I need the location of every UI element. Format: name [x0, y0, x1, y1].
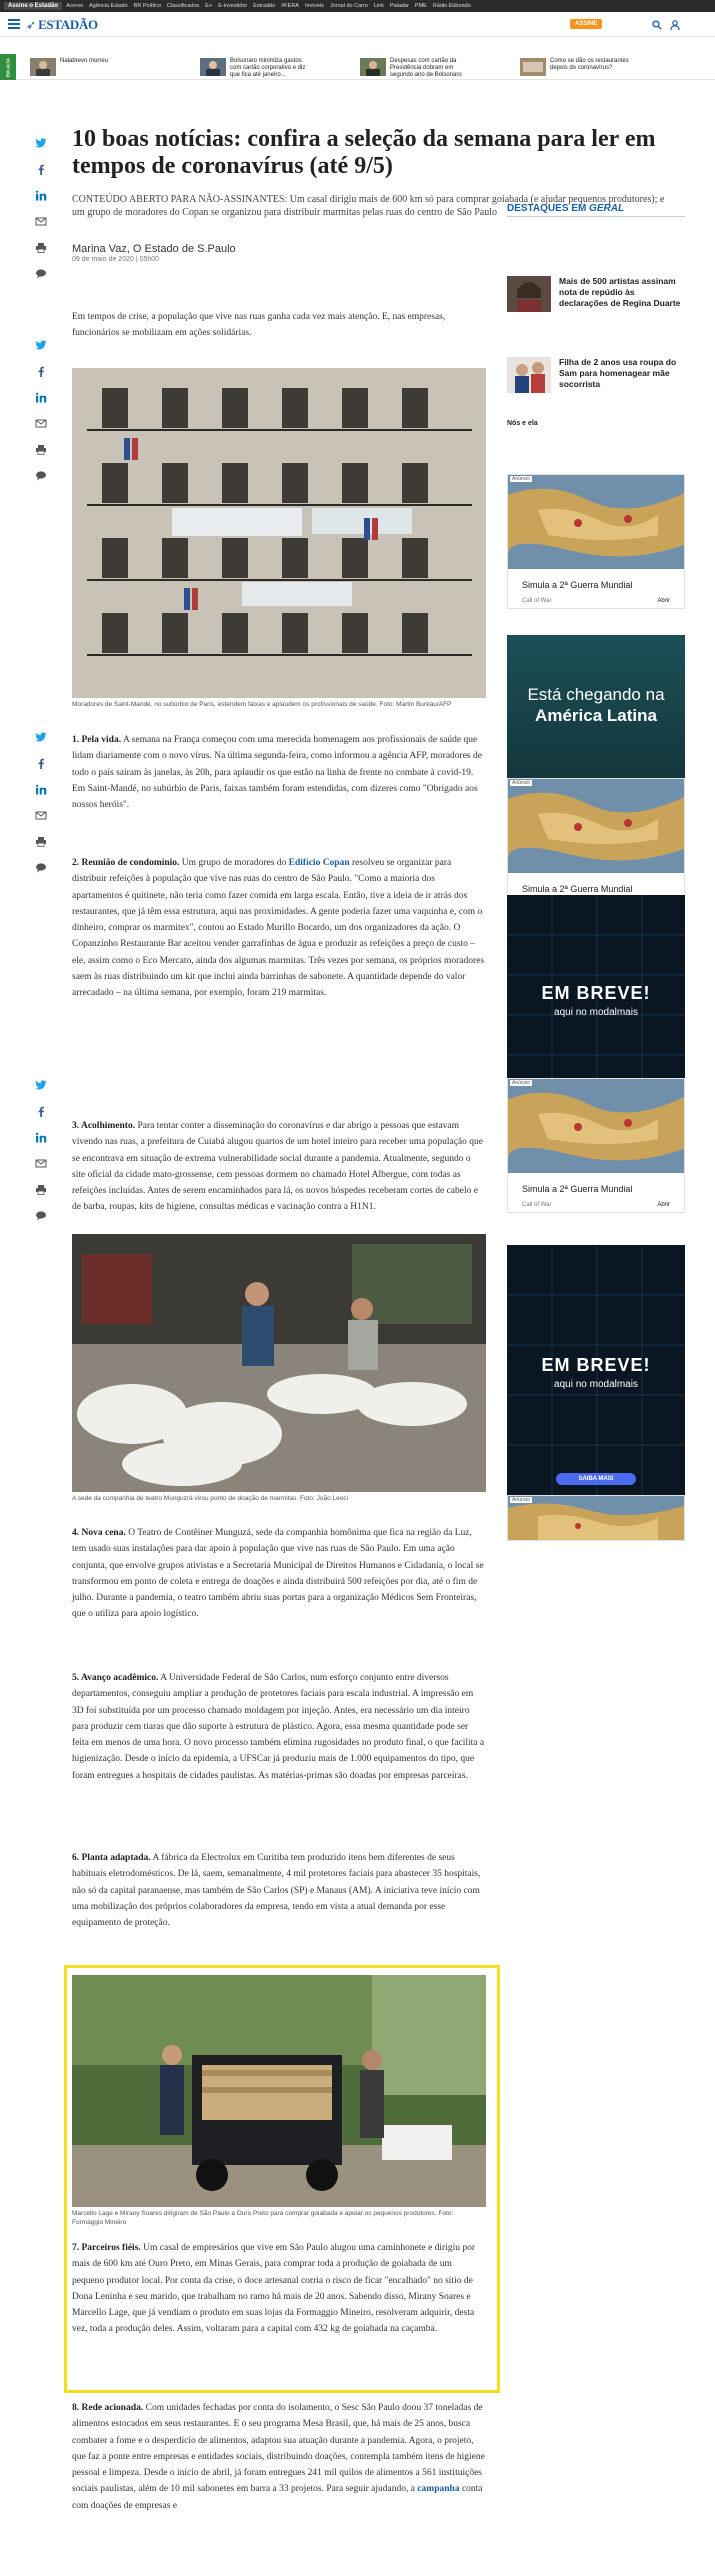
ticker-item[interactable]	[520, 58, 630, 76]
paragraph-lead: 6. Planta adaptada.	[72, 1853, 151, 1863]
comments-icon[interactable]	[35, 862, 47, 873]
linkedin-icon[interactable]	[35, 784, 47, 795]
paragraph-lead: 1. Pela vida.	[72, 735, 122, 745]
share-bar	[32, 1080, 50, 1236]
network-link[interactable]: #FERA	[281, 3, 299, 9]
email-icon[interactable]	[35, 810, 47, 821]
user-icon[interactable]	[670, 20, 680, 30]
facebook-icon[interactable]	[35, 366, 47, 377]
ticker-item[interactable]	[200, 58, 310, 76]
article-photo-goiabada	[72, 1975, 486, 2207]
divider	[507, 216, 685, 217]
facebook-icon[interactable]	[35, 164, 47, 175]
facebook-icon[interactable]	[35, 758, 47, 769]
ticker-thumbnail	[360, 58, 386, 76]
site-logo[interactable]	[26, 17, 98, 33]
ad-source: Call of War	[522, 1202, 552, 1208]
network-link[interactable]: Rádio Eldorado	[432, 3, 471, 9]
ad-card[interactable]	[507, 1078, 685, 1213]
promo-line1: Está chegando na	[527, 685, 665, 704]
saiba-mais-button[interactable]: SAIBA MAIS	[556, 1473, 636, 1485]
copan-link[interactable]: Edifício Copan	[288, 858, 350, 868]
ticker-item[interactable]	[360, 58, 470, 76]
article-paragraph	[72, 1670, 486, 1784]
linkedin-icon[interactable]	[35, 190, 47, 201]
photo-caption: Moradores de Saint-Mandé, no subúrbio de Paris, estendem faixas e aplaudem os profissionais de saúde. Foto: Martin Bureau/AFP	[72, 701, 452, 708]
comments-icon[interactable]	[35, 268, 47, 279]
ad-card[interactable]	[507, 474, 685, 609]
promo-line2: América Latina	[535, 706, 657, 725]
ticker-text: Bolsonaro minimiza gastos com cartão corporativo e diz que fica até janeiro...	[230, 58, 306, 78]
paragraph-text: Para tentar conter a disseminação do coronavírus e dar abrigo a pessoas que estavam vivendo nas ruas, a prefeitura de Cuiabá alugou quartos de um hotel inteiro para receber uma população que se encontrava em situação de extrema vulnerabilidade social durante a pandemia. Atualmente, segundo o site oficial da cidade mato-grossense, cem pessoas dormem no chamado Hotel Albergue, com todas as refeições incluídas. Antes de serem encaminhados para lá, os novos hóspedes receberam cortes de cabelo e de barba, roupas, kits de higiene, consultas médicas e vacinação contra a H1N1.	[72, 1121, 483, 1213]
paragraph-lead: 2. Reunião de condomínio.	[72, 858, 180, 868]
article-paragraph	[72, 2240, 486, 2338]
ticker-thumbnail	[520, 58, 546, 76]
ad-map-image	[508, 1496, 684, 1541]
promo-banner[interactable]	[507, 895, 685, 1095]
network-link[interactable]: E-investidor	[218, 3, 248, 9]
network-link[interactable]: Classificados	[166, 3, 200, 9]
share-bar	[32, 138, 50, 294]
site-header	[0, 12, 715, 37]
promo-line1: EM BREVE!	[541, 983, 651, 1003]
network-link[interactable]: Acervo	[66, 3, 84, 9]
ticker-text: Nalabrevo morreu	[60, 58, 109, 64]
sidebar-news-item[interactable]	[507, 357, 685, 393]
paragraph-text: conta com doações de empresas e	[72, 2484, 483, 2511]
paragraph-lead: 8. Rede acionada.	[72, 2403, 144, 2413]
ad-title: Simula a 2ª Guerra Mundial	[522, 580, 633, 590]
email-icon[interactable]	[35, 216, 47, 227]
ad-footer	[508, 596, 684, 608]
paragraph-text: Um grupo de moradores do	[179, 858, 289, 868]
sidebar-news-title: Filha de 2 anos usa roupa do Sam para homenagear mãe socorrista	[559, 357, 677, 389]
ad-card[interactable]	[507, 778, 685, 913]
paragraph-lead: 4. Nova cena.	[72, 1528, 126, 1538]
logo-mark-icon: ➶	[26, 18, 37, 32]
paragraph-lead: 5. Avanço acadêmico.	[72, 1673, 159, 1683]
facebook-icon[interactable]	[35, 1106, 47, 1117]
article-paragraph	[72, 1118, 486, 1216]
network-link[interactable]: BR Político	[133, 3, 161, 9]
comments-icon[interactable]	[35, 470, 47, 481]
paragraph-text: A fábrica da Electrolux em Curitiba tem produzido itens bem diferentes de seus habituais eletrodomésticos. De lá, saem, semanalmente, 4 mil protetores faciais para abastecer 35 hospitais, não só da capital paranaense, mas também de São Carlos (SP) e Manaus (AM). A iniciativa teve início com uma mobilização dos próprios colaboradores da empresa, tendo em vista a atual demanda por esse equipamento de proteção.	[72, 1853, 481, 1929]
print-icon[interactable]	[35, 242, 47, 253]
sidebar-title-section[interactable]: GERAL	[589, 203, 625, 214]
sidebar-title	[507, 203, 624, 214]
network-link[interactable]: Estradão	[253, 3, 276, 9]
article-paragraph	[72, 855, 486, 1002]
ad-map-image	[508, 475, 684, 569]
paragraph-lead: 3. Acolhimento.	[72, 1121, 136, 1131]
paragraph-lead: 7. Parceiros fiéis.	[72, 2243, 141, 2253]
print-icon[interactable]	[35, 444, 47, 455]
paragraph-text: A Universidade Federal de São Carlos, num esforço conjunto entre diversos departamentos, conseguiu ampliar a produção de protetores faciais para escala industrial. A impressão em 3D foi substituída por um processo chamado moldagem por injeção. Antes, era necessário um dia inteiro para produzir cem tiaras que dão suporte à estrutura de plástico. Agora, essa mesma quantidade pode ser feita em menos de uma hora. O novo processo também elimina rugosidades no produto final, o que facilita a higienização. Desde o início da epidemia, a UFSCar já produziu mais de 1.000 equipamentos do tipo, que foram entregues a hospitais de cidades paulistas. As matérias-primas são doadas por empresas parceiras.	[72, 1673, 485, 1781]
paragraph-text: A semana na França começou com uma merecida homenagem aos profissionais de saúde que lidam diariamente com o novo vírus. Na última segunda-feira, como informou a agência AFP, moradores de todo o país saíram às janelas, às 20h, para aplaudir os que estão na linha de frente no combate à covid-19. Em Saint-Mandé, no subúrbio de Paris, faixas também foram estendidas, com dizeres como "Obrigado aos nossos heróis".	[72, 735, 482, 811]
network-link[interactable]: Jornal do Carro	[329, 3, 368, 9]
photo-caption: A sede da companhia de teatro Munguzrá virou ponto de doação de marmitas. Foto: João Leoci	[72, 1495, 349, 1502]
ad-label: Anúncio	[512, 1497, 531, 1503]
print-icon[interactable]	[35, 1184, 47, 1195]
ad-title: Simula a 2ª Guerra Mundial	[522, 1184, 633, 1194]
trending-ticker	[0, 38, 715, 80]
article-paragraph	[72, 2400, 486, 2514]
sidebar-title-prefix: DESTAQUES EM	[507, 203, 590, 214]
search-icon[interactable]	[652, 20, 662, 30]
twitter-icon[interactable]	[35, 340, 47, 351]
article-paragraph	[72, 1525, 486, 1623]
ad-label: Anúncio	[512, 476, 531, 482]
print-icon[interactable]	[35, 836, 47, 847]
ad-title: Simula a 2ª Guerra Mundial	[522, 884, 633, 894]
logo-text: ESTADÃO	[38, 17, 98, 32]
article-headline: 10 boas notícias: confira a seleção da semana para ler em tempos de coronavírus (até 9/5)	[72, 126, 656, 179]
linkedin-icon[interactable]	[35, 392, 47, 403]
network-link[interactable]: PME	[414, 3, 427, 9]
promo-line2: aqui no modalmais	[554, 1007, 638, 1018]
article-intro: Em tempos de crise, a população que vive nas ruas ganha cada vez mais atenção. E, nas empresas, funcionários se mobilizam em ações solidárias.	[72, 312, 446, 339]
promo-line2: aqui no modalmais	[554, 1379, 638, 1390]
comments-icon[interactable]	[35, 1210, 47, 1221]
linkedin-icon[interactable]	[35, 1132, 47, 1143]
publish-date: 09 de maio de 2020 | 05h00	[72, 256, 160, 263]
news-thumbnail	[507, 276, 551, 312]
article-photo-marmitas	[72, 1234, 486, 1492]
trending-tag: EM ALTA	[0, 54, 16, 80]
network-bar	[0, 0, 715, 12]
photo-caption: Marcello Lage e Mirany Soares dirigiram de São Paulo a Ouro Preto para comprar goiabada e apoiar os pequenos produtores. Foto: Formaggio Mineiro	[72, 2210, 454, 2226]
subscribe-link[interactable]: Assine o Estadão	[4, 2, 62, 10]
share-bar	[32, 732, 50, 888]
promo-banner[interactable]	[507, 1245, 685, 1495]
ad-map-image	[508, 1079, 684, 1173]
email-icon[interactable]	[35, 418, 47, 429]
ad-map-image	[508, 779, 684, 873]
ad-open-button[interactable]: Abrir	[657, 598, 670, 604]
ad-card[interactable]	[507, 1495, 685, 1541]
article-subhead: CONTEÚDO ABERTO PARA NÃO-ASSINANTES: Um casal dirigiu mais de 600 km só para comprar goiabada (e ajudar pequenos produtores); e um grupo de moradores do Copan se organizou para distribuir marmitas pelas ruas do centro de São Paulo	[72, 194, 665, 218]
assine-button[interactable]: ASSINE	[570, 19, 602, 29]
paragraph-text: Com unidades fechadas por conta do isolamento, o Sesc São Paulo doou 37 toneladas de alimentos estocados em seus restaurantes. E o seu programa Mesa Brasil, que, há mais de 25 anos, busca combater a fome e o desperdício de alimentos, adaptou sua atuação durante a pandemia. Agora, o projeto, que faz a ponte entre empresas e entidades sociais, distribuindo doações, contempla também itens de higiene pessoal e limpeza. Desde o início de abril, já foram entregues 241 mil quilos de alimentos a 561 instituições sociais paulistas, além de 10 mil sabonetes em barra a 33 projetos. Para seguir ajudando, a	[72, 2403, 485, 2495]
ad-label: Anúncio	[512, 1080, 531, 1086]
article-paragraph	[72, 732, 486, 813]
paragraph-text: Um casal de empresários que vive em São Paulo alugou uma caminhonete e dirigiu por mais de 600 km até Ouro Preto, em Minas Gerais, para comprar toda a produção de goiabada de um pequeno produtor local. Por conta da crise, o doce artesanal corria o risco de ficar "encalhado" no sítio de Dona Leninha e seu marido, que trabalham no ramo há mais de 20 anos. Sabendo disso, Mirany Soares e Marcello Lage, que já vendiam o produto em suas lojas da Formaggio Mineiro, resolveram adquirir, desta vez, toda a produção deles. Assim, voltaram para a capital com 432 kg de goiabada na caçamba.	[72, 2243, 476, 2335]
network-link[interactable]: Agência Estado	[89, 3, 128, 9]
sidebar-news-item[interactable]	[507, 276, 685, 312]
sidebar-news-title: Mais de 500 artistas assinam nota de repúdio às declarações de Regina Duarte	[559, 276, 681, 308]
ad-source: Call of War	[522, 598, 552, 604]
ticker-thumbnail	[30, 58, 56, 76]
paragraph-text: O Teatro de Contêiner Munguzá, sede da companhia homônima que fica na região da Luz, tem usado suas instalações para dar apoio à população que vive nas ruas de São Paulo. Em uma ação conjunta, que envolve grupos ativistas e a Secretaria Municipal de Direitos Humanos e Cidadania, o local se transformou em ponto de coleta e entrega de doações e ainda distribuirá 500 refeições por dia, até o fim de julho. Durante a pandemia, o teatro também abriu suas portas para a organização Médicos Sem Fronteiras, que o utiliza para apoio logístico.	[72, 1528, 484, 1620]
sidebar-link[interactable]: Nós e ela	[507, 420, 538, 427]
ad-open-button[interactable]: Abrir	[657, 1202, 670, 1208]
share-bar	[32, 340, 50, 496]
email-icon[interactable]	[35, 1158, 47, 1169]
twitter-icon[interactable]	[35, 1080, 47, 1091]
ad-label: Anúncio	[512, 780, 531, 786]
ad-footer	[508, 1200, 684, 1212]
network-link[interactable]: Imóveis	[304, 3, 324, 9]
ticker-text: Despesas com cartão da Presidência dobram em segundo ano de Bolsonaro	[390, 58, 462, 78]
ticker-item[interactable]	[30, 58, 140, 76]
network-link[interactable]: Paladar	[389, 3, 409, 9]
twitter-icon[interactable]	[35, 732, 47, 743]
article-paragraph	[72, 1850, 486, 1931]
network-link[interactable]: E+	[205, 3, 213, 9]
paragraph-text: resolveu se organizar para distribuir refeições à população que vive nas ruas do centro de São Paulo. "Como a maioria dos apartamentos é quitinete, não teria como fazer comida em larga escala. Então, tive a ideia de ir atrás dos restaurantes, que já têm essa estrutura, aqui nas proximidades. A gente poderia fazer uma vaquinha e, com o dinheiro, comprar os marmitex", contou ao Estado Murillo Bocardo, um dos organizadores da ação. O Copanzinho Restaurante Bar aceitou vender garrafinhas de água e produzir as refeições a preço de custo – ele, assim como o Eco Mercato, ainda dos algumas marmitas. Três vezes por semana, os próprios moradores saem às ruas distribuindo um kit que inclui ainda barrinhas de sabonete. A quantidade depende do valor arrecadado – na última semana, por exemplo, foram 219 marmitas.	[72, 858, 485, 999]
ticker-text: Como se dão os restaurantes depois do coronavírus?	[550, 58, 629, 71]
article-photo-balconies	[72, 368, 486, 698]
ticker-thumbnail	[200, 58, 226, 76]
campanha-link[interactable]: campanha	[417, 2484, 460, 2495]
promo-line1: EM BREVE!	[541, 1355, 651, 1375]
network-link[interactable]: Link	[373, 3, 384, 9]
menu-icon[interactable]	[8, 19, 20, 29]
byline: Marina Vaz, O Estado de S.Paulo	[72, 243, 236, 255]
news-thumbnail	[507, 357, 551, 393]
twitter-icon[interactable]	[35, 138, 47, 149]
